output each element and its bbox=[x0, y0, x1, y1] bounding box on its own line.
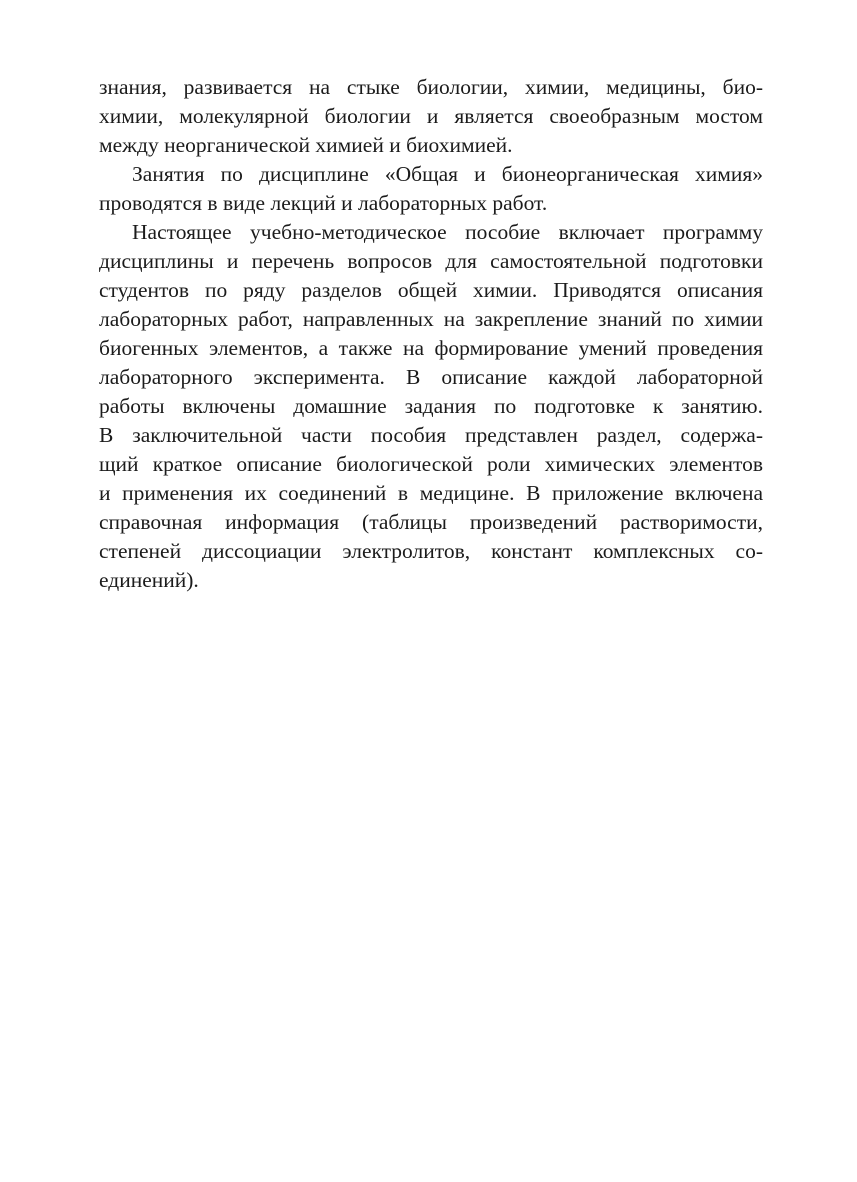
text-line: В заключительной части пособия представлен раздел, содержа- bbox=[99, 423, 763, 447]
text-line: знания, развивается на стыке биологии, химии, медицины, био- bbox=[99, 75, 763, 99]
text-line: проводятся в виде лекций и лабораторных работ. bbox=[99, 191, 548, 215]
text-line: лабораторного эксперимента. В описание каждой лабораторной bbox=[99, 365, 763, 389]
body-text bbox=[99, 73, 763, 595]
text-line: и применения их соединений в медицине. В приложение включена bbox=[99, 481, 763, 505]
text-line: Занятия по дисциплине «Общая и бионеорганическая химия» bbox=[132, 162, 763, 186]
text-line: работы включены домашние задания по подготовке к занятию. bbox=[99, 394, 763, 418]
text-line: дисциплины и перечень вопросов для самостоятельной подготовки bbox=[99, 249, 763, 273]
text-line: степеней диссоциации электролитов, констант комплексных со- bbox=[99, 539, 763, 563]
text-line: лабораторных работ, направленных на закрепление знаний по химии bbox=[99, 307, 763, 331]
text-line: между неорганической химией и биохимией. bbox=[99, 133, 513, 157]
text-line: единений). bbox=[99, 568, 199, 592]
text-line: биогенных элементов, а также на формирование умений проведения bbox=[99, 336, 763, 360]
text-line: химии, молекулярной биологии и является своеобразным мостом bbox=[99, 104, 763, 128]
text-line: щий краткое описание биологической роли химических элементов bbox=[99, 452, 763, 476]
text-line: справочная информация (таблицы произведений растворимости, bbox=[99, 510, 763, 534]
text-line: Настоящее учебно-методическое пособие включает программу bbox=[132, 220, 763, 244]
text-line: студентов по ряду разделов общей химии. Приводятся описания bbox=[99, 278, 763, 302]
